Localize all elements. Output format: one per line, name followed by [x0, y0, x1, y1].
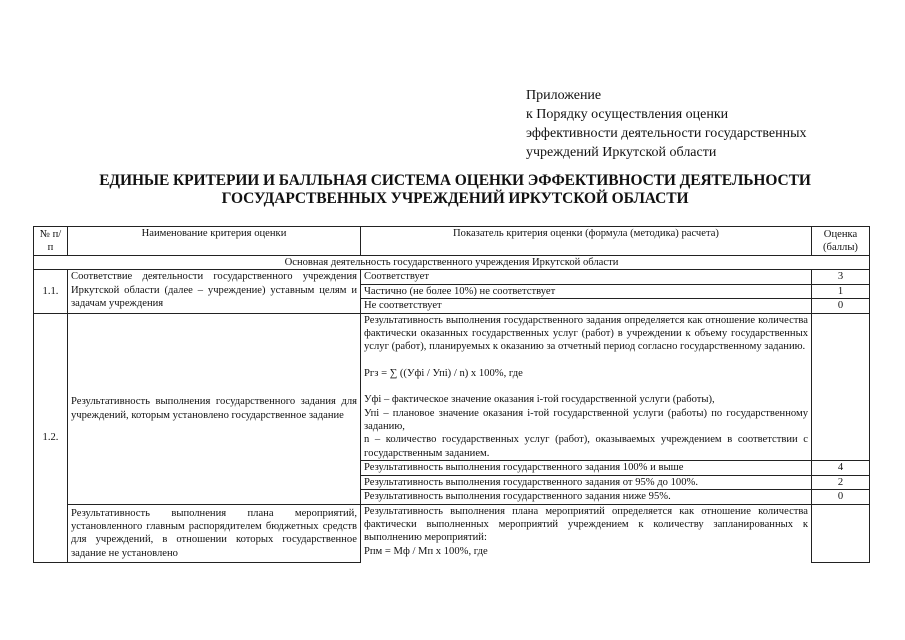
- table-header-row: [34, 227, 870, 256]
- indicator-description: [361, 313, 812, 461]
- criteria-table: [33, 226, 870, 563]
- score-cell: 2: [812, 475, 870, 489]
- score-cell: 1: [812, 284, 870, 298]
- criterion-name: Результативность выполнения плана мероприятий, установленного главным распорядителем бюджетных средств для учреждений, в отношении которых государственное задание не установлено: [68, 504, 361, 563]
- score-cell: 0: [812, 490, 870, 504]
- table-row: [34, 270, 870, 284]
- appendix-block: [526, 86, 807, 162]
- document-title: [40, 172, 870, 208]
- appendix-line: к Порядку осуществления оценки: [526, 107, 729, 122]
- score-cell-empty: [812, 504, 870, 563]
- table-row: [34, 504, 870, 563]
- row-number: 1.1.: [34, 270, 68, 313]
- table-row: [34, 313, 870, 461]
- row-number: 1.2.: [34, 313, 68, 563]
- indicator-cell: Частично (не более 10%) не соответствует: [361, 284, 812, 298]
- indicator-cell: Результативность выполнения государственного задания ниже 95%.: [361, 490, 812, 504]
- definition-text: Уфi – фактическое значение оказания i-той государственной услуги (работы),: [364, 394, 715, 406]
- section-title: Основная деятельность государственного учреждения Иркутской области: [34, 256, 870, 270]
- header-score: Оценка (баллы): [812, 227, 870, 256]
- score-cell-empty: [812, 313, 870, 461]
- appendix-line: учреждений Иркутской области: [526, 145, 717, 160]
- title-line-1: ЕДИНЫЕ КРИТЕРИИ И БАЛЛЬНАЯ СИСТЕМА ОЦЕНКИ ЭФФЕКТИВНОСТИ ДЕЯТЕЛЬНОСТИ: [99, 172, 811, 189]
- header-num: № п/п: [34, 227, 68, 256]
- section-row: [34, 256, 870, 270]
- score-cell: 3: [812, 270, 870, 284]
- formula-text: Рпм = Мф / Мп х 100%, где: [364, 545, 488, 557]
- header-indicator: Показатель критерия оценки (формула (методика) расчета): [361, 227, 812, 256]
- formula-text: Ргз = ∑ ((Уфi / Упi) / n) х 100%, где: [364, 367, 523, 379]
- appendix-line: эффективности деятельности государственных: [526, 126, 807, 141]
- description-text: Результативность выполнения государственного задания определяется как отношение количества фактически оказанных государственных услуг (работ) в учреждении к объему государственных услуг (работ), планируемых к оказанию за отчетный период согласно государственному заданию.: [364, 314, 808, 353]
- header-name: Наименование критерия оценки: [68, 227, 361, 256]
- indicator-cell: Результативность выполнения государственного задания 100% и выше: [361, 461, 812, 475]
- indicator-cell: Соответствует: [361, 270, 812, 284]
- indicator-cell: Результативность выполнения государственного задания от 95% до 100%.: [361, 475, 812, 489]
- indicator-cell: Не соответствует: [361, 299, 812, 313]
- criterion-name: Результативность выполнения государственного задания для учреждений, которым установлено государственное задание: [68, 313, 361, 504]
- score-cell: 4: [812, 461, 870, 475]
- score-cell: 0: [812, 299, 870, 313]
- appendix-line: Приложение: [526, 88, 602, 103]
- definition-text: Упi – плановое значение оказания i-той государственной услуги (работы) по государственному заданию,: [364, 407, 808, 433]
- title-line-2: ГОСУДАРСТВЕННЫХ УЧРЕЖДЕНИЙ ИРКУТСКОЙ ОБЛАСТИ: [221, 190, 689, 207]
- criterion-name: Соответствие деятельности государственного учреждения Иркутской области (далее – учреждение) уставным целям и задачам учреждения: [68, 270, 361, 313]
- description-text: Результативность выполнения плана мероприятий определяется как отношение количества фактически выполненных мероприятий учреждением к количеству запланированных к выполнению мероприятий:: [364, 505, 808, 544]
- definition-text: n – количество государственных услуг (работ), оказываемых учреждением в соответствии с государственным заданием.: [364, 434, 808, 459]
- indicator-description: [361, 504, 812, 563]
